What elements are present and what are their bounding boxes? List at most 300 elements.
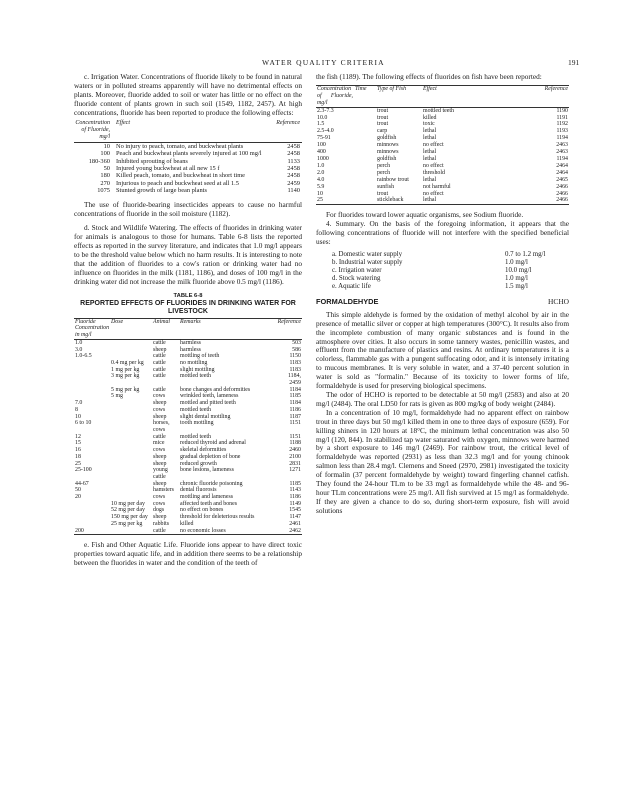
table-cell: 150 mg per day bbox=[111, 514, 148, 521]
table-row bbox=[74, 447, 302, 454]
table-cell: minnows bbox=[377, 149, 399, 156]
table-cell: toxic bbox=[423, 121, 435, 128]
formaldehyde-paragraph-2: The odor of HCHO is reported to be detectable at 50 mg/l (2583) and also at 20 mg/l (2484). The oral LD50 for rats is given as 800 mg/kg of body weight (2484). bbox=[316, 390, 569, 408]
column-header: Fluoride Concentration in mg/l bbox=[75, 318, 110, 339]
table-cell bbox=[354, 163, 376, 170]
table-row bbox=[316, 156, 569, 163]
table-row bbox=[74, 454, 302, 461]
table-row bbox=[74, 434, 302, 441]
summary-concentration: 10.0 mg/l bbox=[505, 266, 532, 274]
table-cell: cattle bbox=[153, 359, 166, 366]
table-cell: sheep bbox=[153, 453, 167, 460]
table-row bbox=[316, 184, 569, 191]
table-cell bbox=[354, 107, 376, 114]
summary-use-label: b. Industrial water supply bbox=[332, 258, 403, 266]
table-row bbox=[74, 420, 302, 433]
table-row bbox=[74, 400, 302, 407]
table-cell bbox=[74, 501, 110, 508]
table-cell: sheep bbox=[153, 346, 167, 353]
summary-use-label: c. Irrigation water bbox=[332, 266, 382, 274]
table-cell: 1.0 bbox=[75, 339, 83, 346]
table-cell: cows bbox=[153, 393, 166, 400]
table-cell: sheep bbox=[153, 480, 167, 487]
column-header: Effect bbox=[422, 85, 541, 107]
running-header bbox=[0, 58, 619, 68]
table-row bbox=[74, 494, 302, 501]
table-cell bbox=[74, 507, 110, 514]
table-cell bbox=[74, 393, 110, 400]
table-cell: lethal bbox=[423, 155, 437, 162]
irrigation-water-paragraph: c. Irrigation Water. Concentrations of fluoride likely to be found in natural waters or in polluted streams apparently will have no detrimental effects on plants. Moreover, fluoride added to soil or water has little or no effect on the fluoride content of plants grown in such soil (1549, 1182, 2457). At high concentrations, fluoride has been reported to produce the following effects: bbox=[74, 72, 302, 117]
table-cell: 12 bbox=[75, 433, 81, 440]
aquatic-life-paragraph: e. Fish and Other Aquatic Life. Fluoride ions appear to have direct toxic properties toward aquatic life, and in addition there seems to be a relationship between the fluorides in water and the condition of the teeth of bbox=[74, 540, 302, 568]
table-cell: mottled teeth bbox=[180, 406, 211, 413]
table-cell: 1.0-6.5 bbox=[75, 353, 92, 360]
table-cell: 5 mg per kg bbox=[111, 386, 140, 393]
table-cell: 2462 bbox=[274, 528, 302, 535]
column-header: Reference bbox=[270, 120, 302, 143]
column-header: Dose bbox=[110, 318, 152, 339]
table-cell: trout bbox=[377, 114, 389, 121]
table-row bbox=[74, 461, 302, 468]
table-cell: Injured young buckwheat at all new 15 f bbox=[116, 164, 220, 172]
table-number: TABLE 6-8 bbox=[173, 292, 203, 299]
table-cell: 1133 bbox=[287, 157, 300, 165]
column-header: Type of Fish bbox=[376, 85, 422, 107]
table-cell: 1185 bbox=[289, 480, 301, 487]
table-cell: 3.0 bbox=[75, 346, 83, 353]
table-cell: mottling and lameness bbox=[180, 494, 234, 501]
section-heading bbox=[316, 298, 569, 307]
table-cell: 1151 bbox=[289, 433, 301, 440]
table-cell: 1000 bbox=[317, 155, 329, 162]
left-column bbox=[74, 73, 302, 568]
table-row bbox=[74, 158, 302, 165]
table-cell: 1188 bbox=[289, 440, 301, 447]
table-cell: reduced growth bbox=[180, 460, 217, 467]
column-header: Time bbox=[354, 85, 376, 107]
table-cell bbox=[110, 461, 152, 468]
table-cell: threshold for deleterious results bbox=[180, 514, 255, 521]
table-cell: mottled teeth bbox=[423, 107, 454, 114]
stock-watering-paragraph: d. Stock and Wildlife Watering. The effects of fluorides in drinking water for animals is analogous to those for humans. Table 6-8 lists the reported effects as reported in the survey literature, and indicates that 1.0 mg/l appears to be the threshold value below which no harm results. It is interesting to note that the addition of fluorides to a cow's ration or drinking water had no influence on fluorides in the milk (1181, 1186), and doses of 100 mg/l in the drinking water did not increase the milk fluoride above 0.5 mg/l (1186). bbox=[74, 223, 302, 286]
table-cell: cows bbox=[153, 494, 166, 501]
table-cell: goldfish bbox=[377, 155, 397, 162]
table-cell: 2831 bbox=[289, 460, 301, 467]
table-cell: 1184 bbox=[289, 400, 301, 407]
table-header-row bbox=[74, 318, 302, 339]
page-number: 191 bbox=[568, 58, 580, 67]
table-cell: 1545 bbox=[289, 507, 301, 514]
table-cell: 2460 bbox=[289, 447, 301, 454]
table-cell bbox=[354, 121, 376, 128]
table-cell: 1150 bbox=[289, 353, 301, 360]
table-cell: threshold bbox=[423, 169, 445, 176]
table-cell: dental fluorosis bbox=[180, 487, 217, 494]
table-row bbox=[74, 521, 302, 528]
table-cell: killed bbox=[180, 520, 194, 527]
table-cell: sheep bbox=[153, 460, 167, 467]
table-cell: 2459 bbox=[287, 179, 300, 187]
table-cell bbox=[74, 514, 110, 521]
fungicide-paragraph: The use of fluoride-bearing insecticides appears to cause no harmful concentrations of fluoride in the soil moisture (1182). bbox=[74, 199, 302, 218]
table-cell: 3 mg per kg bbox=[111, 373, 140, 380]
table-caption bbox=[74, 292, 302, 316]
table-cell: dogs bbox=[153, 507, 165, 514]
table-cell: 1193 bbox=[556, 128, 568, 135]
table-cell: lethal bbox=[423, 149, 437, 156]
table-cell: 16 bbox=[75, 447, 81, 454]
table-cell: reduced thyroid and adrenal bbox=[180, 440, 246, 447]
table-cell bbox=[74, 367, 110, 374]
table-cell: bone lesions, lameness bbox=[180, 467, 234, 474]
table-cell: wrinkled teeth, lameness bbox=[180, 393, 239, 400]
table-cell: 15 bbox=[75, 440, 81, 447]
column-header: Concentration of Fluoride, mg/l bbox=[74, 120, 116, 143]
column-header: Reference bbox=[541, 85, 569, 107]
table-cell: 25 bbox=[316, 197, 354, 204]
table-row bbox=[316, 128, 569, 135]
table-cell: cows bbox=[153, 406, 166, 413]
table-cell: mottled teeth bbox=[180, 373, 211, 380]
table-cell: gradual depletion of bone bbox=[180, 453, 241, 460]
table-cell: rabbits bbox=[153, 520, 170, 527]
table-cell: mottled and pitted teeth bbox=[180, 400, 236, 407]
table-cell: no effect bbox=[423, 142, 444, 149]
table-cell: 1194 bbox=[556, 135, 568, 142]
table-cell: cattle bbox=[153, 339, 166, 346]
table-cell: not harmful bbox=[423, 183, 451, 190]
table-cell: 2.3-7.3 bbox=[317, 107, 334, 114]
table-row bbox=[74, 387, 302, 394]
table-cell: horses, cows bbox=[153, 420, 170, 433]
table-cell: hamsters bbox=[153, 487, 174, 494]
table-row bbox=[74, 165, 302, 172]
table-cell: lethal bbox=[423, 135, 437, 142]
summary-concentration: 1.0 mg/l bbox=[505, 258, 528, 266]
table-cell: mottling of teeth bbox=[180, 353, 220, 360]
table-cell: Stunted growth of large bean plants bbox=[116, 187, 207, 195]
list-item bbox=[332, 259, 569, 267]
table-row bbox=[74, 393, 302, 400]
table-cell bbox=[354, 115, 376, 122]
table-cell: 2464 bbox=[556, 162, 568, 169]
table-cell bbox=[110, 481, 152, 488]
table-cell: no effect on bones bbox=[180, 507, 224, 514]
table-cell: 1143 bbox=[289, 487, 301, 494]
table-cell: 2466 bbox=[541, 197, 569, 204]
table-cell: 1190 bbox=[556, 107, 568, 114]
table-cell: 2.5-4.0 bbox=[317, 128, 334, 135]
table-cell: bone changes and deformities bbox=[180, 386, 251, 393]
table-cell: 10 bbox=[103, 142, 110, 150]
table-cell: 1185 bbox=[289, 393, 301, 400]
table-cell bbox=[354, 135, 376, 142]
table-cell: minnows bbox=[377, 142, 399, 149]
table-cell: Killed peach, tomato, and buckwheat in short time bbox=[116, 172, 246, 180]
table-cell: 6 to 10 bbox=[75, 420, 92, 427]
table-cell bbox=[110, 420, 152, 433]
table-cell: Inhibited sprouting of beans bbox=[116, 157, 188, 165]
table-cell: 1183 bbox=[289, 359, 301, 366]
table-row bbox=[316, 142, 569, 149]
fish-effects-table bbox=[316, 85, 569, 205]
table-row bbox=[74, 407, 302, 414]
table-cell: harmless bbox=[180, 339, 201, 346]
table-cell: tooth mottling bbox=[180, 420, 214, 427]
table-cell: 1187 bbox=[289, 413, 301, 420]
table-row bbox=[74, 180, 302, 187]
summary-paragraph: 4. Summary. On the basis of the foregoing information, it appears that the following concentrations of fluoride will not interfere with the specified beneficial uses: bbox=[316, 219, 569, 247]
table-cell: sheep bbox=[153, 413, 167, 420]
table-cell: 44-67 bbox=[75, 480, 89, 487]
summary-use-label: e. Aquatic life bbox=[332, 282, 371, 290]
table-cell: perch bbox=[377, 169, 391, 176]
table-cell: 25-100 bbox=[75, 467, 92, 474]
table-cell: 100 bbox=[100, 150, 110, 158]
table-cell: 1149 bbox=[289, 500, 301, 507]
table-cell: skeletal deformities bbox=[180, 447, 227, 454]
table-cell: 1.5 bbox=[317, 121, 325, 128]
summary-concentration: 1.0 mg/l bbox=[505, 274, 528, 282]
column-header: Concentration of Fluoride, mg/l bbox=[317, 85, 353, 106]
summary-concentration: 1.5 mg/l bbox=[505, 282, 528, 290]
table-cell: trout bbox=[377, 190, 389, 197]
table-cell: 52 mg per day bbox=[111, 507, 145, 514]
table-cell bbox=[74, 373, 110, 386]
formaldehyde-paragraph-1: This simple aldehyde is formed by the oxidation of methyl alcohol by air in the presence of metallic silver or copper at high temperatures (300°C). It results also from the incomplete combustion of many organic substances and is found in the atmosphere over cities. It also occurs in some tannery wastes, penicillin wastes, and effluent from the manufacture of plastics and resins. At ordinary temperatures it is a colorless, flammable gas with a pungent suffocating odor, and it is intensely irritating to mucous membranes. It is very soluble in water, and a 37-40 percent solution in water is sold as "formalin." Because of its toxicity to lower forms of life, formaldehyde is used for preserving biological specimens. bbox=[316, 309, 569, 391]
table-cell bbox=[354, 191, 376, 198]
table-cell: 1151 bbox=[289, 420, 301, 427]
list-item bbox=[332, 283, 569, 291]
table-cell bbox=[354, 156, 376, 163]
plant-effects-table bbox=[74, 120, 302, 195]
table-cell bbox=[110, 454, 152, 461]
table-cell: 8 bbox=[75, 406, 78, 413]
table-row bbox=[74, 353, 302, 360]
table-cell bbox=[110, 487, 152, 494]
table-cell: 7.0 bbox=[75, 400, 83, 407]
section-title: FORMALDEHYDE bbox=[316, 296, 379, 306]
header-title: WATER QUALITY CRITERIA bbox=[262, 58, 385, 67]
table-cell: mice bbox=[153, 440, 165, 447]
table-cell: 2461 bbox=[289, 520, 301, 527]
table-row bbox=[74, 367, 302, 374]
summary-use-label: d. Stock watering bbox=[332, 274, 381, 282]
table-cell: 1184 bbox=[289, 386, 301, 393]
table-cell: slight mottling bbox=[180, 366, 215, 373]
list-item bbox=[332, 275, 569, 283]
table-cell: 1186 bbox=[289, 494, 301, 501]
table-cell: cattle bbox=[153, 386, 166, 393]
table-cell: 503 bbox=[292, 339, 301, 346]
table-header-row bbox=[74, 120, 302, 143]
table-cell: 1271 bbox=[289, 467, 301, 474]
table-cell: 2100 bbox=[289, 453, 301, 460]
table-cell: carp bbox=[377, 128, 388, 135]
table-cell: 1147 bbox=[289, 514, 301, 521]
table-cell bbox=[354, 197, 376, 204]
table-header-row bbox=[316, 85, 569, 107]
table-cell: chronic fluoride poisoning bbox=[180, 480, 243, 487]
summary-concentration: 0.7 to 1.2 mg/l bbox=[505, 250, 546, 258]
table-cell: trout bbox=[377, 121, 389, 128]
table-cell bbox=[110, 494, 152, 501]
table-cell: 2458 bbox=[287, 164, 300, 172]
table-cell: 270 bbox=[100, 179, 110, 187]
table-cell: cows bbox=[153, 500, 166, 507]
column-header: Animal bbox=[152, 318, 179, 339]
table-cell bbox=[110, 467, 152, 480]
table-cell: Injurious to peach and buckwheat seed at all 1.5 bbox=[116, 179, 239, 187]
table-row bbox=[316, 121, 569, 128]
table-cell: goldfish bbox=[377, 135, 397, 142]
table-cell: rainbow trout bbox=[377, 176, 409, 183]
table-cell: harmless bbox=[180, 346, 201, 353]
table-row bbox=[74, 373, 302, 386]
table-row bbox=[316, 177, 569, 184]
table-cell bbox=[354, 184, 376, 191]
table-cell: 180 bbox=[100, 172, 110, 180]
table-cell: cows bbox=[153, 447, 166, 454]
table-row bbox=[74, 514, 302, 521]
table-row bbox=[74, 528, 302, 535]
table-cell: 100 bbox=[317, 142, 326, 149]
table-cell: 1191 bbox=[556, 114, 568, 121]
table-row bbox=[316, 197, 569, 204]
table-cell: trout bbox=[377, 107, 389, 114]
table-cell: 2458 bbox=[287, 150, 300, 158]
table-row bbox=[74, 360, 302, 367]
table-row bbox=[316, 191, 569, 198]
table-cell: no mottling bbox=[180, 359, 208, 366]
table-cell bbox=[354, 177, 376, 184]
table-cell: 1192 bbox=[556, 121, 568, 128]
table-cell: stickleback bbox=[376, 197, 422, 204]
table-cell: cattle bbox=[152, 528, 179, 535]
table-cell bbox=[110, 434, 152, 441]
table-cell bbox=[110, 414, 152, 421]
table-cell bbox=[74, 360, 110, 367]
table-cell: 2465 bbox=[556, 176, 568, 183]
table-cell: 10 mg per day bbox=[111, 500, 145, 507]
table-cell: 1186 bbox=[289, 406, 301, 413]
table-cell: 2466 bbox=[556, 183, 568, 190]
table-cell bbox=[110, 347, 152, 354]
table-cell: mottled teeth bbox=[180, 433, 211, 440]
table-title: REPORTED EFFECTS OF FLUORIDES IN DRINKING WATER FOR LIVESTOCK bbox=[80, 299, 296, 315]
table-cell: 2458 bbox=[287, 172, 300, 180]
table-row bbox=[74, 339, 302, 346]
table-cell bbox=[74, 387, 110, 394]
formaldehyde-paragraph-3: In a concentration of 10 mg/l, formaldehyde had no apparent effect on rainbow trout in three days but 50 mg/l killed them in one to three days of exposure (659). For killing shiners in 120 hours at 18°C, the minimum lethal concentration was also 50 mg/l (120, 844). In stabilized tap water saturated with oxygen, minnows were harmed by a short exposure to 146 mg/l (2469). For rainbow trout, the critical level of formaldehyde was reported (2931) as less than 32.3 mg/l and for young chinook salmon less than 28.4 mg/l. Clemens and Sneed (2970, 2981) investigated the toxicity of formalin (37 percent formaldehyde by weight) toward fingerling channel catfish. They found the 24-hour TLm to be 33 mg/l as formaldehyde while the 48- and 96-hour TLm concentrations were 25 mg/l. All fish survived at 15 mg/l as formaldehyde. If they are given a chance to do so, during short-term exposure, fish will avoid solutions bbox=[316, 407, 569, 515]
table-cell: cattle bbox=[153, 353, 166, 360]
table-cell: slight dental mottling bbox=[180, 413, 231, 420]
table-cell: 2466 bbox=[556, 190, 568, 197]
table-cell bbox=[354, 170, 376, 177]
table-cell: 20 bbox=[75, 494, 81, 501]
table-cell: 586 bbox=[292, 346, 301, 353]
table-cell: 25 mg per kg bbox=[111, 520, 143, 527]
table-cell: No injury to peach, tomato, and buckwheat plants bbox=[116, 142, 244, 150]
table-cell: young cattle bbox=[153, 467, 168, 480]
table-row bbox=[74, 487, 302, 494]
table-cell bbox=[110, 407, 152, 414]
table-cell: 200 bbox=[74, 528, 110, 535]
list-item bbox=[332, 267, 569, 275]
right-column bbox=[316, 73, 569, 516]
table-cell bbox=[110, 440, 152, 447]
table-row bbox=[316, 115, 569, 122]
table-cell: 50 bbox=[103, 164, 110, 172]
column-header: Remarks bbox=[179, 318, 274, 339]
table-cell: 400 bbox=[317, 149, 326, 156]
table-cell bbox=[354, 142, 376, 149]
table-cell: 2464 bbox=[556, 169, 568, 176]
table-cell: sheep bbox=[153, 514, 167, 521]
table-cell bbox=[354, 149, 376, 156]
table-cell: 2458 bbox=[287, 142, 300, 150]
table-cell: killed bbox=[423, 114, 437, 121]
table-cell: sunfish bbox=[377, 183, 395, 190]
table-cell: 1075 bbox=[97, 187, 110, 195]
table-cell: lethal bbox=[423, 128, 437, 135]
summary-list bbox=[332, 251, 569, 291]
table-cell: Peach and buckwheat plants severely injured at 100 mg/l bbox=[116, 150, 262, 158]
table-cell: 1183 bbox=[289, 366, 301, 373]
table-row bbox=[74, 172, 302, 179]
table-cell: 75-91 bbox=[317, 135, 331, 142]
table-cell: no effect bbox=[423, 190, 444, 197]
table-cell: 1 mg per kg bbox=[111, 366, 140, 373]
table-row bbox=[74, 414, 302, 421]
table-cell: 1140 bbox=[287, 187, 300, 195]
table-row bbox=[316, 170, 569, 177]
table-cell: 1.0 bbox=[317, 162, 325, 169]
table-cell: no effect bbox=[423, 162, 444, 169]
table-cell: 10.0 bbox=[317, 114, 328, 121]
table-cell: 180-360 bbox=[88, 157, 110, 165]
table-cell: 5.9 bbox=[317, 183, 325, 190]
table-cell: 0.4 mg per kg bbox=[111, 359, 144, 366]
table-cell: 5 mg bbox=[111, 393, 123, 400]
table-cell bbox=[110, 400, 152, 407]
table-cell: 10 bbox=[75, 413, 81, 420]
table-row bbox=[316, 149, 569, 156]
table-cell: affected teeth and bones bbox=[180, 500, 238, 507]
table-cell: cattle bbox=[153, 433, 166, 440]
table-cell bbox=[110, 353, 152, 360]
table-cell: cattle bbox=[153, 366, 166, 373]
table-row bbox=[316, 107, 569, 114]
table-cell: sheep bbox=[153, 400, 167, 407]
table-row bbox=[74, 150, 302, 157]
table-cell: lethal bbox=[423, 176, 437, 183]
fish-intro-paragraph: the fish (1189). The following effects of fluorides on fish have been reported: bbox=[316, 72, 542, 81]
column-header: Reference bbox=[274, 318, 302, 339]
table-cell: lethal bbox=[422, 197, 541, 204]
table-cell: 1194 bbox=[556, 155, 568, 162]
column-header: Effect bbox=[116, 120, 270, 143]
table-cell: 25 bbox=[75, 460, 81, 467]
table-cell: cattle bbox=[153, 373, 166, 380]
table-cell: no economic losses bbox=[179, 528, 274, 535]
table-cell: 10 bbox=[317, 190, 323, 197]
table-cell: 50 bbox=[75, 487, 81, 494]
list-item bbox=[332, 251, 569, 259]
table-cell bbox=[110, 339, 152, 346]
table-cell bbox=[354, 128, 376, 135]
